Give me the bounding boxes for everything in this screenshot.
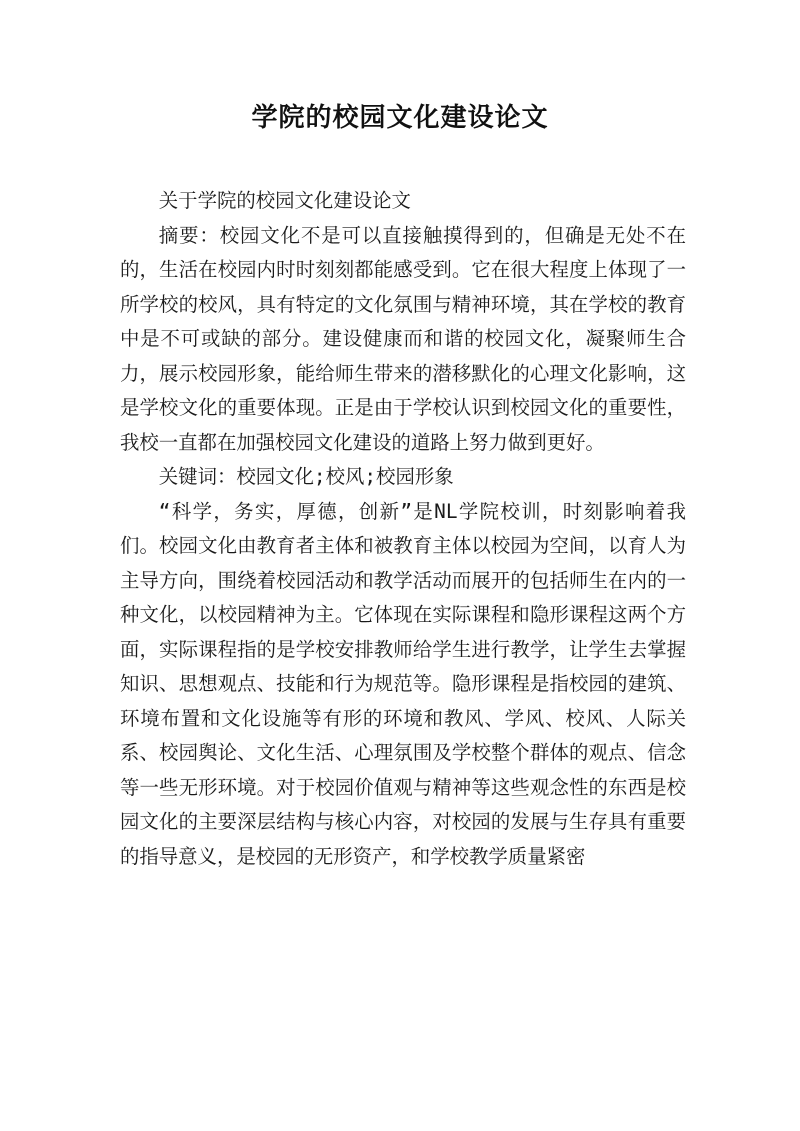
body-paragraph: “科学，务实，厚德，创新”是NL学院校训，时刻影响着我们。校园文化由教育者主体和被教育主体以校园为空间，以育人为主导方向，围绕着校园活动和教学活动而展开的包括师生在内的一种文化，以校园精神为主。它体现在实际课程和隐形课程这两个方面，实际课程指的是学校安排教师给学生进行教学，让学生去掌握知识、思想观点、技能和行为规范等。隐形课程是指校园的建筑、环境布置和文化设施等有形的环境和教风、学风、校风、人际关系、校园舆论、文化生活、心理氛围及学校整个群体的观点、信念等一些无形环境。对于校园价值观与精神等这些观念性的东西是校园文化的主要深层结构与核心内容，对校园的发展与生存具有重要的指导意义，是校园的无形资产，和学校教学质量紧密 <box>120 499 686 868</box>
document-body <box>120 184 686 874</box>
keywords-paragraph: 关键词：校园文化;校风;校园形象 <box>158 465 454 488</box>
abstract-paragraph: 摘要：校园文化不是可以直接触摸得到的，但确是无处不在的，生活在校园内时时刻刻都能感受到。它在很大程度上体现了一所学校的校风，具有特定的文化氛围与精神环境，其在学校的教育中是不可或缺的部分。建设健康而和谐的校园文化，凝聚师生合力，展示校园形象，能给师生带来的潜移默化的心理文化影响，这是学校文化的重要体现。正是由于学校认识到校园文化的重要性，我校一直都在加强校园文化建设的道路上努力做到更好。 <box>120 223 686 454</box>
subtitle-paragraph: 关于学院的校园文化建设论文 <box>158 189 411 212</box>
page-title: 学院的校园文化建设论文 <box>251 103 549 133</box>
